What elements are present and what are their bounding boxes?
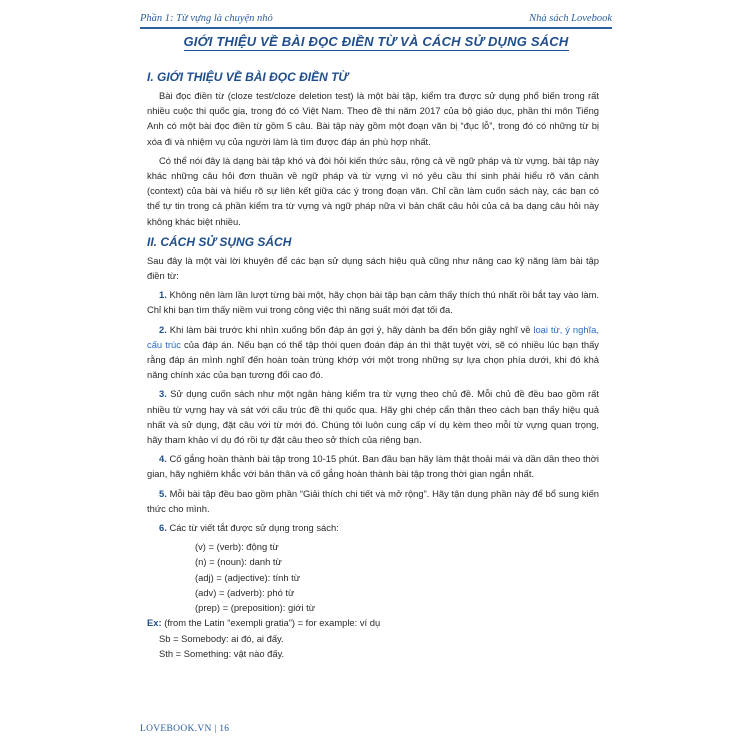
tip-text: Mỗi bài tập đều bao gồm phần “Giải thích chi tiết và mở rộng”. Hãy tận dụng phần này để bổ sung kiến thức cho mình.	[147, 487, 600, 514]
tip-text: Không nên làm lần lượt từng bài một, hãy chọn bài tập bạn cảm thấy thích thú nhất rồi bắt tay vào làm. Chỉ khi bạn tìm thấy niềm vui trong công việc thì năng suất mới đạt tối đa.	[147, 289, 600, 316]
example-text: (from the Latin “exempli gratia”) = for example: ví dụ	[161, 617, 381, 629]
abbreviation-somebody: Sb = Somebody: ai đó, ai đấy.	[159, 632, 284, 644]
tip-item-3	[147, 386, 599, 447]
tip-number: 2.	[159, 323, 167, 335]
section1-heading: I. GIỚI THIỆU VỀ BÀI ĐỌC ĐIỀN TỪ	[147, 70, 349, 84]
header-publisher: Nhà sách Lovebook	[529, 13, 612, 24]
abbreviation-something: Sth = Something: vật nào đấy.	[159, 647, 285, 659]
page-header	[140, 9, 612, 29]
page-body	[147, 70, 599, 661]
abbreviation-noun: (n) = (noun): danh từ	[195, 556, 282, 568]
section1-paragraph-2: Có thể nói đây là dạng bài tập khó và đòi hỏi kiến thức sâu, rộng cả về ngữ pháp và từ vựng. bài tập này khác những câu hỏi đơn thuần về ngữ pháp và từ vựng vì nó yêu cầu thí sinh phải hiểu rõ văn cảnh (context) của bài và hiểu rõ sự liên kết giữa các ý trong đoạn văn. Chỉ cần làm cuốn sách này, các bạn có thể tự tin trong cả phần kiểm tra từ vựng và ngữ pháp nữa vì bản chất câu hỏi của cả ba dạng câu hỏi này không khác biệt nhiều.	[147, 154, 599, 227]
tip-number: 3.	[159, 388, 167, 400]
section1-paragraph-1: Bài đọc điền từ (cloze test/cloze deletion test) là một bài tập, kiểm tra được sử dụng phổ biến trong rất nhiều cuộc thi quốc gia, trong đó có Việt Nam. Theo đề thi năm 2017 của bộ giáo dục, phần thi môn Tiếng Anh có một bài đọc điền từ gồm 5 câu. Bài tập này gồm một đoạn văn bị “đục lỗ”, trong đó có những từ bị xóa đi và nhiệm vụ của người làm là tìm được đáp án phù hợp nhất.	[147, 90, 599, 147]
tip-item-6	[147, 520, 599, 535]
tip-number: 5.	[159, 487, 167, 499]
tip-text-pre: Khi làm bài trước khi nhìn xuống bốn đáp án gợi ý, hãy dành ba đến bốn giây nghĩ về	[169, 323, 534, 335]
tip-item-5	[147, 486, 599, 516]
tip-text: Sử dụng cuốn sách như một ngân hàng kiểm tra từ vựng theo chủ đề. Mỗi chủ đề đều bao gồm rất nhiều từ vựng hay và sát với cấu trúc đề thi quốc qua. Hãy ghi chép cẩn thận theo cách bạn thấy hiệu quả nhất và sử dụng, đặt câu với từ mới đó. Chúng tôi luôn cung cấp ví dụ kèm theo mỗi từ vựng quan trọng, hãy tham khảo ví dụ đó rồi tự đặt câu theo sở thích của riêng bạn.	[147, 388, 599, 446]
tip-item-2	[147, 322, 599, 383]
tip-number: 6.	[159, 522, 167, 534]
abbreviation-adjective: (adj) = (adjective): tính từ	[195, 571, 301, 583]
abbreviation-preposition: (prep) = (preposition): giới từ	[195, 602, 316, 614]
abbreviation-adverb: (adv) = (adverb): phó từ	[195, 586, 295, 598]
tip-number: 4.	[159, 453, 167, 465]
tip-highlight: loại từ, ý nghĩa, cấu trúc	[147, 323, 599, 350]
tip-item-1	[147, 287, 599, 317]
tip-item-4	[147, 451, 599, 481]
abbreviation-verb: (v) = (verb): động từ	[195, 541, 279, 553]
example-line	[147, 615, 599, 630]
section2-intro: Sau đây là một vài lời khuyên để các bạn sử dụng sách hiệu quả cũng như nâng cao kỹ năng làm bài tập điền từ:	[147, 254, 599, 282]
page-title-text: GIỚI THIỆU VỀ BÀI ĐỌC ĐIỀN TỪ VÀ CÁCH SỬ DỤNG SÁCH	[183, 34, 569, 49]
page-title	[140, 34, 612, 49]
tip-text: Cố gắng hoàn thành bài tập trong 10-15 phút. Ban đầu bạn hãy làm thật thoải mái và dần dần theo thời gian, hãy nghiêm khắc với bản thân và cố gắng hoàn thành bài tập trong thời gian ngắn nhất.	[147, 453, 599, 480]
tip-text: Các từ viết tắt được sử dụng trong sách:	[169, 522, 339, 534]
example-label: Ex:	[147, 617, 162, 629]
header-chapter: Phần 1: Từ vựng là chuyện nhỏ	[140, 13, 273, 24]
section2-heading: II. CÁCH SỬ SỤNG SÁCH	[147, 234, 292, 249]
tip-number: 1.	[159, 289, 167, 301]
tip-text-post: của đáp án. Nếu bạn có thể tập thói quen đoán đáp án thì thật tuyệt vời, sẽ có nhiều lúc bạn thấy rằng đáp án mình nghĩ đến hoàn toàn trùng khớp với một trong những sự lựa chọn phía dưới, khi đó khả năng chính xác của bạn tương đối cao đó.	[147, 338, 599, 381]
page-footer: LOVEBOOK.VN | 16	[140, 724, 230, 734]
